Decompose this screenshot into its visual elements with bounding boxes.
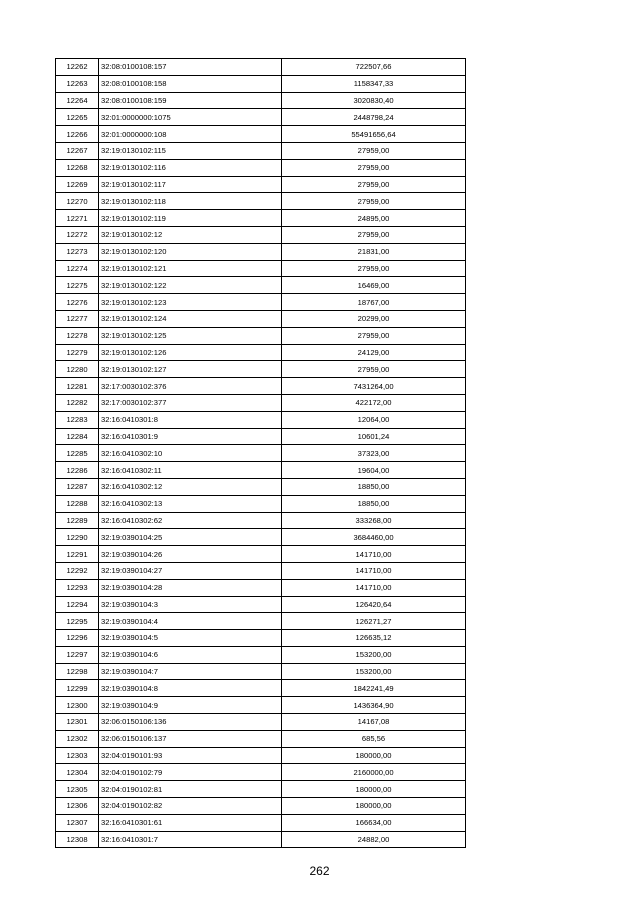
table-row	[56, 730, 466, 747]
table-row	[56, 646, 466, 663]
table-row	[56, 294, 466, 311]
row-number-cell: 12275	[56, 277, 99, 294]
cadastral-number-cell: 32:16:0410302:10	[99, 445, 282, 462]
value-cell: 27959,00	[282, 142, 466, 159]
table-row	[56, 814, 466, 831]
table-row	[56, 562, 466, 579]
row-number-cell: 12307	[56, 814, 99, 831]
row-number-cell: 12279	[56, 344, 99, 361]
row-number-cell: 12274	[56, 260, 99, 277]
value-cell: 1436364,90	[282, 697, 466, 714]
cadastral-number-cell: 32:19:0130102:124	[99, 310, 282, 327]
table-row	[56, 579, 466, 596]
cadastral-number-cell: 32:17:0030102:376	[99, 378, 282, 395]
value-cell: 16469,00	[282, 277, 466, 294]
row-number-cell: 12277	[56, 310, 99, 327]
table-row	[56, 831, 466, 848]
value-cell: 126271,27	[282, 613, 466, 630]
table-row	[56, 378, 466, 395]
row-number-cell: 12304	[56, 764, 99, 781]
cadastral-number-cell: 32:04:0190102:79	[99, 764, 282, 781]
value-cell: 24882,00	[282, 831, 466, 848]
value-cell: 180000,00	[282, 798, 466, 815]
table-row	[56, 75, 466, 92]
table-body	[56, 59, 466, 848]
row-number-cell: 12286	[56, 462, 99, 479]
value-cell: 27959,00	[282, 361, 466, 378]
table-row	[56, 462, 466, 479]
value-cell: 37323,00	[282, 445, 466, 462]
value-cell: 10601,24	[282, 428, 466, 445]
value-cell: 3020830,40	[282, 92, 466, 109]
table-row	[56, 529, 466, 546]
cadastral-number-cell: 32:19:0130102:127	[99, 361, 282, 378]
value-cell: 141710,00	[282, 562, 466, 579]
table-row	[56, 445, 466, 462]
value-cell: 24129,00	[282, 344, 466, 361]
cadastral-number-cell: 32:08:0100108:158	[99, 75, 282, 92]
table-row	[56, 277, 466, 294]
cadastral-number-cell: 32:19:0390104:8	[99, 680, 282, 697]
table-row	[56, 680, 466, 697]
cadastral-number-cell: 32:16:0410302:11	[99, 462, 282, 479]
cadastral-number-cell: 32:19:0130102:121	[99, 260, 282, 277]
data-table	[55, 58, 466, 848]
row-number-cell: 12263	[56, 75, 99, 92]
cadastral-number-cell: 32:08:0100108:157	[99, 59, 282, 76]
table-row	[56, 59, 466, 76]
value-cell: 722507,66	[282, 59, 466, 76]
cadastral-number-cell: 32:16:0410302:13	[99, 495, 282, 512]
table-row	[56, 781, 466, 798]
table-row	[56, 243, 466, 260]
row-number-cell: 12264	[56, 92, 99, 109]
cadastral-number-cell: 32:16:0410302:62	[99, 512, 282, 529]
row-number-cell: 12278	[56, 327, 99, 344]
cadastral-number-cell: 32:01:0000000:1075	[99, 109, 282, 126]
cadastral-number-cell: 32:19:0130102:122	[99, 277, 282, 294]
row-number-cell: 12280	[56, 361, 99, 378]
cadastral-number-cell: 32:19:0390104:7	[99, 663, 282, 680]
table-row	[56, 411, 466, 428]
row-number-cell: 12296	[56, 630, 99, 647]
row-number-cell: 12305	[56, 781, 99, 798]
row-number-cell: 12285	[56, 445, 99, 462]
cadastral-number-cell: 32:19:0130102:120	[99, 243, 282, 260]
table-row	[56, 327, 466, 344]
cadastral-number-cell: 32:19:0390104:4	[99, 613, 282, 630]
table-row	[56, 764, 466, 781]
table-row	[56, 126, 466, 143]
value-cell: 27959,00	[282, 226, 466, 243]
value-cell: 126420,64	[282, 596, 466, 613]
table-row	[56, 176, 466, 193]
row-number-cell: 12293	[56, 579, 99, 596]
table-row	[56, 344, 466, 361]
table-row	[56, 428, 466, 445]
table-row	[56, 630, 466, 647]
value-cell: 27959,00	[282, 159, 466, 176]
value-cell: 27959,00	[282, 193, 466, 210]
row-number-cell: 12306	[56, 798, 99, 815]
value-cell: 153200,00	[282, 663, 466, 680]
table-row	[56, 663, 466, 680]
value-cell: 141710,00	[282, 579, 466, 596]
row-number-cell: 12284	[56, 428, 99, 445]
table-row	[56, 512, 466, 529]
value-cell: 1158347,33	[282, 75, 466, 92]
row-number-cell: 12270	[56, 193, 99, 210]
value-cell: 7431264,00	[282, 378, 466, 395]
row-number-cell: 12265	[56, 109, 99, 126]
cadastral-number-cell: 32:19:0130102:118	[99, 193, 282, 210]
value-cell: 27959,00	[282, 260, 466, 277]
row-number-cell: 12282	[56, 394, 99, 411]
cadastral-number-cell: 32:17:0030102:377	[99, 394, 282, 411]
table-row	[56, 226, 466, 243]
cadastral-number-cell: 32:19:0390104:3	[99, 596, 282, 613]
row-number-cell: 12303	[56, 747, 99, 764]
row-number-cell: 12301	[56, 714, 99, 731]
table-row	[56, 159, 466, 176]
cadastral-number-cell: 32:19:0390104:9	[99, 697, 282, 714]
cadastral-number-cell: 32:19:0130102:119	[99, 210, 282, 227]
value-cell: 20299,00	[282, 310, 466, 327]
row-number-cell: 12268	[56, 159, 99, 176]
cadastral-number-cell: 32:04:0190102:81	[99, 781, 282, 798]
value-cell: 333268,00	[282, 512, 466, 529]
value-cell: 1842241,49	[282, 680, 466, 697]
row-number-cell: 12283	[56, 411, 99, 428]
table-row	[56, 361, 466, 378]
cadastral-number-cell: 32:04:0190101:93	[99, 747, 282, 764]
table-row	[56, 260, 466, 277]
row-number-cell: 12299	[56, 680, 99, 697]
value-cell: 18767,00	[282, 294, 466, 311]
table-row	[56, 596, 466, 613]
table-row	[56, 109, 466, 126]
cadastral-number-cell: 32:19:0130102:115	[99, 142, 282, 159]
table-row	[56, 495, 466, 512]
row-number-cell: 12276	[56, 294, 99, 311]
value-cell: 24895,00	[282, 210, 466, 227]
value-cell: 21831,00	[282, 243, 466, 260]
table-row	[56, 714, 466, 731]
table-row	[56, 394, 466, 411]
cadastral-number-cell: 32:19:0130102:117	[99, 176, 282, 193]
cadastral-number-cell: 32:19:0390104:25	[99, 529, 282, 546]
table-row	[56, 92, 466, 109]
cadastral-number-cell: 32:01:0000000:108	[99, 126, 282, 143]
cadastral-number-cell: 32:19:0130102:123	[99, 294, 282, 311]
table-row	[56, 310, 466, 327]
table-row	[56, 798, 466, 815]
value-cell: 126635,12	[282, 630, 466, 647]
cadastral-number-cell: 32:19:0130102:12	[99, 226, 282, 243]
value-cell: 153200,00	[282, 646, 466, 663]
row-number-cell: 12294	[56, 596, 99, 613]
value-cell: 14167,08	[282, 714, 466, 731]
table-row	[56, 142, 466, 159]
value-cell: 2160000,00	[282, 764, 466, 781]
value-cell: 141710,00	[282, 546, 466, 563]
cadastral-number-cell: 32:19:0390104:27	[99, 562, 282, 579]
value-cell: 180000,00	[282, 781, 466, 798]
value-cell: 685,56	[282, 730, 466, 747]
value-cell: 12064,00	[282, 411, 466, 428]
row-number-cell: 12262	[56, 59, 99, 76]
cadastral-number-cell: 32:16:0410301:7	[99, 831, 282, 848]
cadastral-number-cell: 32:16:0410301:61	[99, 814, 282, 831]
table-row	[56, 210, 466, 227]
row-number-cell: 12272	[56, 226, 99, 243]
row-number-cell: 12273	[56, 243, 99, 260]
value-cell: 18850,00	[282, 478, 466, 495]
table-row	[56, 478, 466, 495]
value-cell: 19604,00	[282, 462, 466, 479]
row-number-cell: 12287	[56, 478, 99, 495]
row-number-cell: 12302	[56, 730, 99, 747]
value-cell: 166634,00	[282, 814, 466, 831]
value-cell: 2448798,24	[282, 109, 466, 126]
value-cell: 422172,00	[282, 394, 466, 411]
row-number-cell: 12271	[56, 210, 99, 227]
row-number-cell: 12288	[56, 495, 99, 512]
table-row	[56, 613, 466, 630]
table-row	[56, 747, 466, 764]
value-cell: 180000,00	[282, 747, 466, 764]
value-cell: 27959,00	[282, 327, 466, 344]
row-number-cell: 12300	[56, 697, 99, 714]
row-number-cell: 12281	[56, 378, 99, 395]
cadastral-number-cell: 32:19:0130102:116	[99, 159, 282, 176]
value-cell: 27959,00	[282, 176, 466, 193]
table-row	[56, 546, 466, 563]
row-number-cell: 12290	[56, 529, 99, 546]
cadastral-number-cell: 32:16:0410302:12	[99, 478, 282, 495]
table-row	[56, 697, 466, 714]
value-cell: 18850,00	[282, 495, 466, 512]
row-number-cell: 12297	[56, 646, 99, 663]
row-number-cell: 12289	[56, 512, 99, 529]
row-number-cell: 12266	[56, 126, 99, 143]
cadastral-number-cell: 32:16:0410301:9	[99, 428, 282, 445]
cadastral-number-cell: 32:04:0190102:82	[99, 798, 282, 815]
cadastral-number-cell: 32:19:0390104:26	[99, 546, 282, 563]
row-number-cell: 12298	[56, 663, 99, 680]
table-row	[56, 193, 466, 210]
row-number-cell: 12308	[56, 831, 99, 848]
cadastral-number-cell: 32:06:0150106:136	[99, 714, 282, 731]
row-number-cell: 12267	[56, 142, 99, 159]
cadastral-number-cell: 32:19:0390104:6	[99, 646, 282, 663]
row-number-cell: 12291	[56, 546, 99, 563]
cadastral-number-cell: 32:19:0130102:125	[99, 327, 282, 344]
value-cell: 3684460,00	[282, 529, 466, 546]
row-number-cell: 12295	[56, 613, 99, 630]
cadastral-number-cell: 32:08:0100108:159	[99, 92, 282, 109]
value-cell: 55491656,64	[282, 126, 466, 143]
cadastral-number-cell: 32:16:0410301:8	[99, 411, 282, 428]
row-number-cell: 12292	[56, 562, 99, 579]
cadastral-number-cell: 32:19:0390104:28	[99, 579, 282, 596]
cadastral-number-cell: 32:19:0390104:5	[99, 630, 282, 647]
row-number-cell: 12269	[56, 176, 99, 193]
page-number: 262	[309, 864, 330, 878]
cadastral-number-cell: 32:19:0130102:126	[99, 344, 282, 361]
cadastral-number-cell: 32:06:0150106:137	[99, 730, 282, 747]
